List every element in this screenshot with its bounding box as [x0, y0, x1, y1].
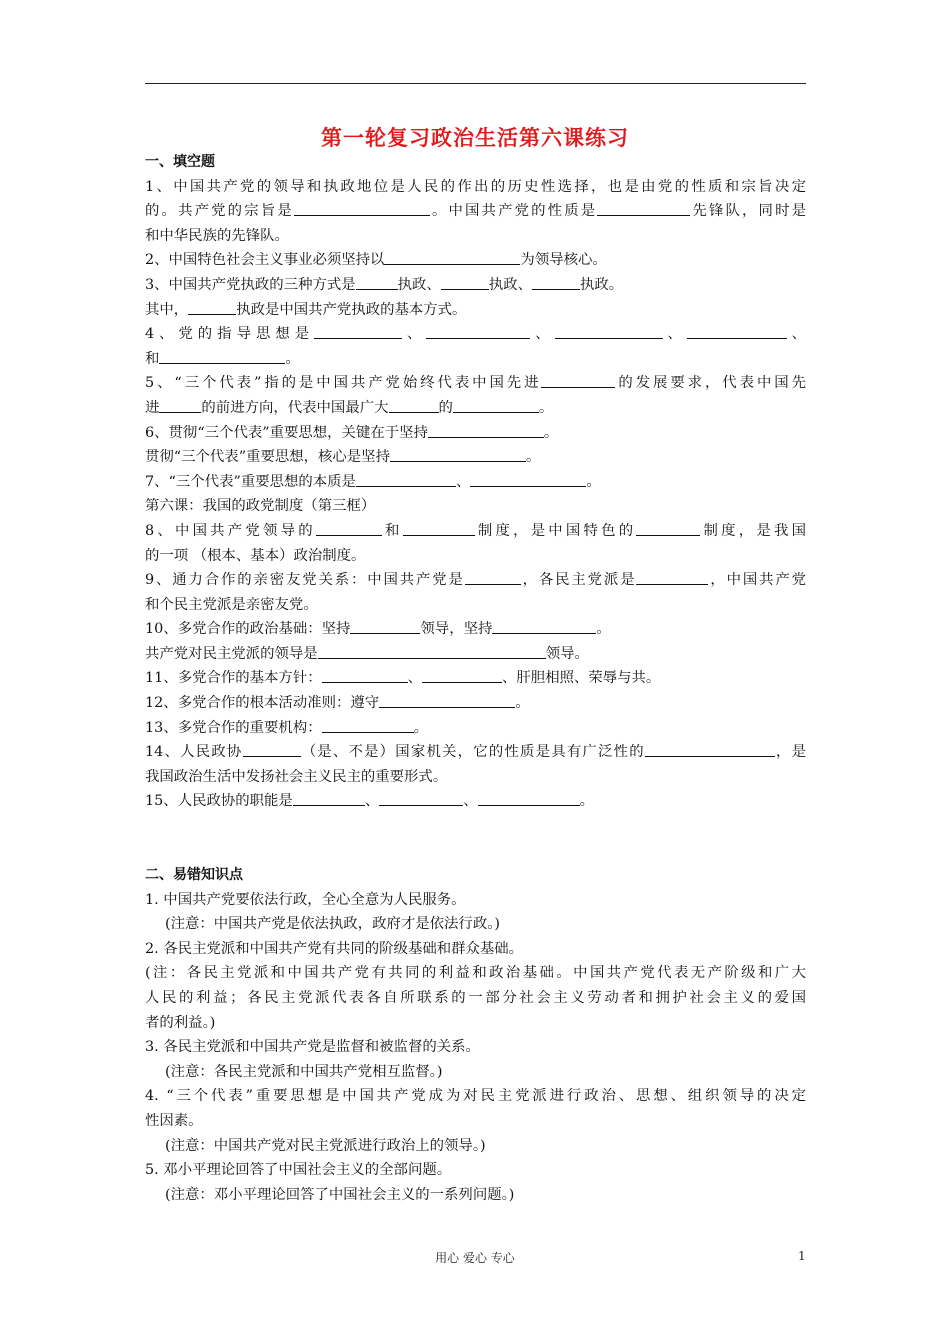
fill-in-blank[interactable] — [294, 200, 430, 216]
section-1-heading: 一、填空题 — [145, 154, 215, 170]
section-gap — [145, 814, 806, 863]
line-text: ，中国共产党 — [708, 572, 806, 589]
fill-in-blank[interactable] — [318, 643, 546, 659]
fill-in-blank[interactable] — [532, 274, 580, 290]
line-text: 性因素。 — [145, 1112, 203, 1129]
line-text: 执政是中国共产党执政的基本方式。 — [236, 301, 467, 318]
question-line — [145, 494, 806, 519]
line-text: 制度，是中国特色的 — [474, 522, 637, 539]
fill-in-blank[interactable] — [379, 790, 463, 806]
line-text: 。 — [515, 695, 530, 712]
line-text: 13、多党合作的重要机构： — [145, 719, 322, 736]
fill-in-blank[interactable] — [403, 520, 475, 536]
line-text: 2. 各民主党派和中国共产党有共同的阶级基础和群众基础。 — [145, 940, 524, 957]
line-text: 为领导核心。 — [520, 252, 607, 269]
line-text: 的发展要求，代表中国先 — [615, 375, 806, 392]
line-text: 领导，坚持 — [420, 621, 493, 638]
line-text: 11、多党合作的基本方针： — [145, 670, 322, 687]
line-text: ，各民主党派是 — [520, 572, 637, 589]
line-text: 和 — [381, 522, 403, 539]
fill-in-blank[interactable] — [492, 618, 596, 634]
line-text: 7、“三个代表”重要思想的本质是 — [145, 473, 356, 490]
knowledge-point-line — [145, 888, 806, 913]
line-text: 。 — [543, 424, 559, 441]
question-line — [145, 175, 806, 200]
fill-in-blank[interactable] — [316, 520, 382, 536]
question-line — [145, 470, 806, 495]
fill-in-blank[interactable] — [379, 692, 515, 708]
question-line — [145, 273, 806, 298]
question-line — [145, 716, 806, 741]
line-text: 和 — [145, 350, 160, 367]
line-text: 、 — [662, 326, 687, 343]
fill-in-blank[interactable] — [159, 348, 285, 364]
fill-in-blank[interactable] — [541, 372, 615, 388]
question-line — [145, 544, 806, 569]
line-text: 、 — [455, 473, 471, 490]
line-text: 。 — [538, 399, 554, 416]
line-text: 第六课：我国的政党制度（第三框） — [145, 498, 376, 515]
knowledge-point-line — [145, 1134, 806, 1159]
question-line — [145, 298, 806, 323]
line-text: 3、中国共产党执政的三种方式是 — [145, 276, 356, 293]
line-text: 。 — [596, 621, 611, 638]
fill-in-blank[interactable] — [322, 717, 414, 733]
fill-in-blank[interactable] — [422, 667, 502, 683]
fill-in-blank[interactable] — [478, 790, 580, 806]
section-1-questions — [145, 175, 806, 814]
knowledge-point-line — [145, 1084, 806, 1109]
question-line — [145, 765, 806, 790]
fill-in-blank[interactable] — [555, 323, 663, 339]
section-2-heading: 二、易错知识点 — [145, 867, 243, 884]
line-text: 9、通力合作的亲密友党关系：中国共产党是 — [145, 572, 465, 589]
line-text: (注意：中国共产党对民主党派进行政治上的领导。) — [165, 1137, 486, 1154]
fill-in-blank[interactable] — [428, 422, 544, 438]
line-text: 10、多党合作的政治基础：坚持 — [145, 621, 351, 638]
question-line — [145, 396, 806, 421]
line-text: 3. 各民主党派和中国共产党是监督和被监督的关系。 — [145, 1039, 480, 1056]
document-body — [145, 150, 806, 1207]
knowledge-point-line — [145, 1109, 806, 1134]
line-text: 的。共产党的宗旨是 — [145, 203, 294, 220]
line-text: 和个民主党派是亲密友党。 — [145, 596, 318, 613]
line-text: (注意：各民主党派和中国共产党相互监督。) — [165, 1063, 443, 1080]
fill-in-blank[interactable] — [636, 520, 700, 536]
section-2-points — [145, 888, 806, 1208]
line-text: 1、中国共产党的领导和执政地位是人民的作出的历史性选择，也是由党的性质和宗旨决定 — [145, 178, 806, 195]
question-line — [145, 691, 806, 716]
fill-in-blank[interactable] — [243, 741, 301, 757]
line-text: 其中， — [145, 301, 189, 318]
question-line — [145, 568, 806, 593]
line-text: 、 — [407, 670, 423, 687]
line-text: 的一项 （根本、基本）政治制度。 — [145, 547, 366, 564]
fill-in-blank[interactable] — [389, 397, 439, 413]
line-text: 的 — [438, 399, 453, 416]
fill-in-blank[interactable] — [470, 471, 586, 487]
knowledge-point-line — [145, 986, 806, 1011]
knowledge-point-line — [145, 1060, 806, 1085]
question-line — [145, 519, 806, 544]
question-line — [145, 322, 806, 347]
line-text: 贯彻“三个代表”重要思想，核心是坚持 — [145, 449, 390, 466]
fill-in-blank[interactable] — [597, 200, 690, 216]
line-text: （是、不是）国家机关，它的性质是具有广泛性的 — [300, 744, 645, 761]
fill-in-blank[interactable] — [322, 667, 408, 683]
knowledge-point-line — [145, 1035, 806, 1060]
line-text: 。 — [579, 793, 595, 810]
header-rule — [145, 83, 806, 84]
question-line — [145, 617, 806, 642]
line-text: 1. 中国共产党要依法行政，全心全意为人民服务。 — [145, 891, 466, 908]
line-text: 执政。 — [580, 276, 624, 293]
line-text: 。中国共产党的性质是 — [429, 203, 598, 220]
question-line — [145, 347, 806, 372]
question-line — [145, 593, 806, 618]
line-text: 、 — [364, 793, 380, 810]
line-text: 、肝胆相照、荣辱与共。 — [502, 670, 661, 687]
line-text: 。 — [285, 350, 300, 367]
line-text: 共产党对民主党派的领导是 — [145, 645, 318, 662]
line-text: 6、贯彻“三个代表”重要思想，关键在于坚持 — [145, 424, 428, 441]
question-line — [145, 371, 806, 396]
line-text: ，是 — [774, 744, 806, 761]
fill-in-blank[interactable] — [687, 323, 787, 339]
line-text: 人民的利益；各民主党派代表各自所联系的一部分社会主义劳动者和拥护社会主义的爱国 — [145, 990, 806, 1006]
fill-in-blank[interactable] — [426, 323, 530, 339]
question-line — [145, 445, 806, 470]
line-text: 、 — [530, 326, 555, 343]
line-text: 、 — [786, 326, 806, 343]
line-text: (注意：邓小平理论回答了中国社会主义的一系列问题。) — [165, 1186, 515, 1203]
document-title: 第一轮复习政治生活第六课练习 — [321, 126, 629, 150]
knowledge-point-line — [145, 1183, 806, 1208]
fill-in-blank[interactable] — [314, 323, 402, 339]
line-text: 、 — [402, 326, 427, 343]
question-line — [145, 789, 806, 814]
page-number: 1 — [798, 1249, 806, 1263]
line-text: 8、中国共产党领导的 — [145, 522, 316, 539]
line-text: 执政、 — [397, 276, 441, 293]
line-text: (注：各民主党派和中国共产党有共同的利益和政治基础。中国共产党代表无产阶级和广大 — [145, 965, 806, 982]
line-text: 我国政治生活中发扬社会主义民主的重要形式。 — [145, 768, 448, 785]
knowledge-point-line — [145, 912, 806, 937]
line-text: 4. “三个代表”重要思想是中国共产党成为对民主党派进行政治、思想、组织领导的决定 — [145, 1088, 806, 1105]
line-text: 。 — [413, 719, 429, 736]
fill-in-blank[interactable] — [453, 397, 539, 413]
fill-in-blank[interactable] — [159, 397, 201, 413]
question-line — [145, 642, 806, 667]
fill-in-blank[interactable] — [188, 299, 236, 315]
question-line — [145, 248, 806, 273]
fill-in-blank[interactable] — [293, 790, 365, 806]
line-text: 14、人民政协 — [145, 744, 243, 761]
knowledge-point-line — [145, 1158, 806, 1183]
line-text: 5. 邓小平理论回答了中国社会主义的全部问题。 — [145, 1162, 452, 1179]
line-text: 进 — [145, 399, 160, 416]
line-text: 4 、 党 的 指 导 思 想 是 — [145, 326, 315, 343]
question-line — [145, 421, 806, 446]
fill-in-blank[interactable] — [441, 274, 489, 290]
line-text: 和中华民族的先锋队。 — [145, 227, 289, 244]
line-text: 。 — [525, 449, 541, 466]
line-text: 12、多党合作的根本活动准则：遵守 — [145, 695, 380, 712]
fill-in-blank[interactable] — [636, 569, 708, 585]
fill-in-blank[interactable] — [384, 249, 520, 265]
page-footer: 用心 爱心 专心 — [435, 1251, 515, 1265]
line-text: 的前进方向，代表中国最广大 — [201, 399, 389, 416]
line-text: 、 — [463, 793, 478, 810]
question-line — [145, 199, 806, 224]
question-line — [145, 740, 806, 765]
fill-in-blank[interactable] — [645, 741, 775, 757]
fill-in-blank[interactable] — [350, 618, 420, 634]
line-text: 2、中国特色社会主义事业必须坚持以 — [145, 252, 385, 269]
fill-in-blank[interactable] — [390, 446, 526, 462]
fill-in-blank[interactable] — [465, 569, 521, 585]
question-line — [145, 224, 806, 249]
knowledge-point-line — [145, 961, 806, 986]
line-text: 执政、 — [488, 276, 533, 293]
question-line — [145, 666, 806, 691]
line-text: 领导。 — [545, 645, 589, 662]
line-text: 者的利益。) — [145, 1014, 216, 1031]
line-text: 5、“三个代表”指的是中国共产党始终代表中国先进 — [145, 375, 542, 392]
knowledge-point-line — [145, 1011, 806, 1036]
line-text: 制度，是我国 — [700, 522, 806, 539]
line-text: 先锋队，同时是 — [690, 203, 806, 220]
fill-in-blank[interactable] — [356, 274, 398, 290]
knowledge-point-line — [145, 937, 806, 962]
line-text: (注意：中国共产党是依法执政，政府才是依法行政。) — [165, 916, 501, 933]
fill-in-blank[interactable] — [356, 471, 456, 487]
line-text: 15、人民政协的职能是 — [145, 793, 293, 810]
line-text: 。 — [586, 473, 601, 490]
